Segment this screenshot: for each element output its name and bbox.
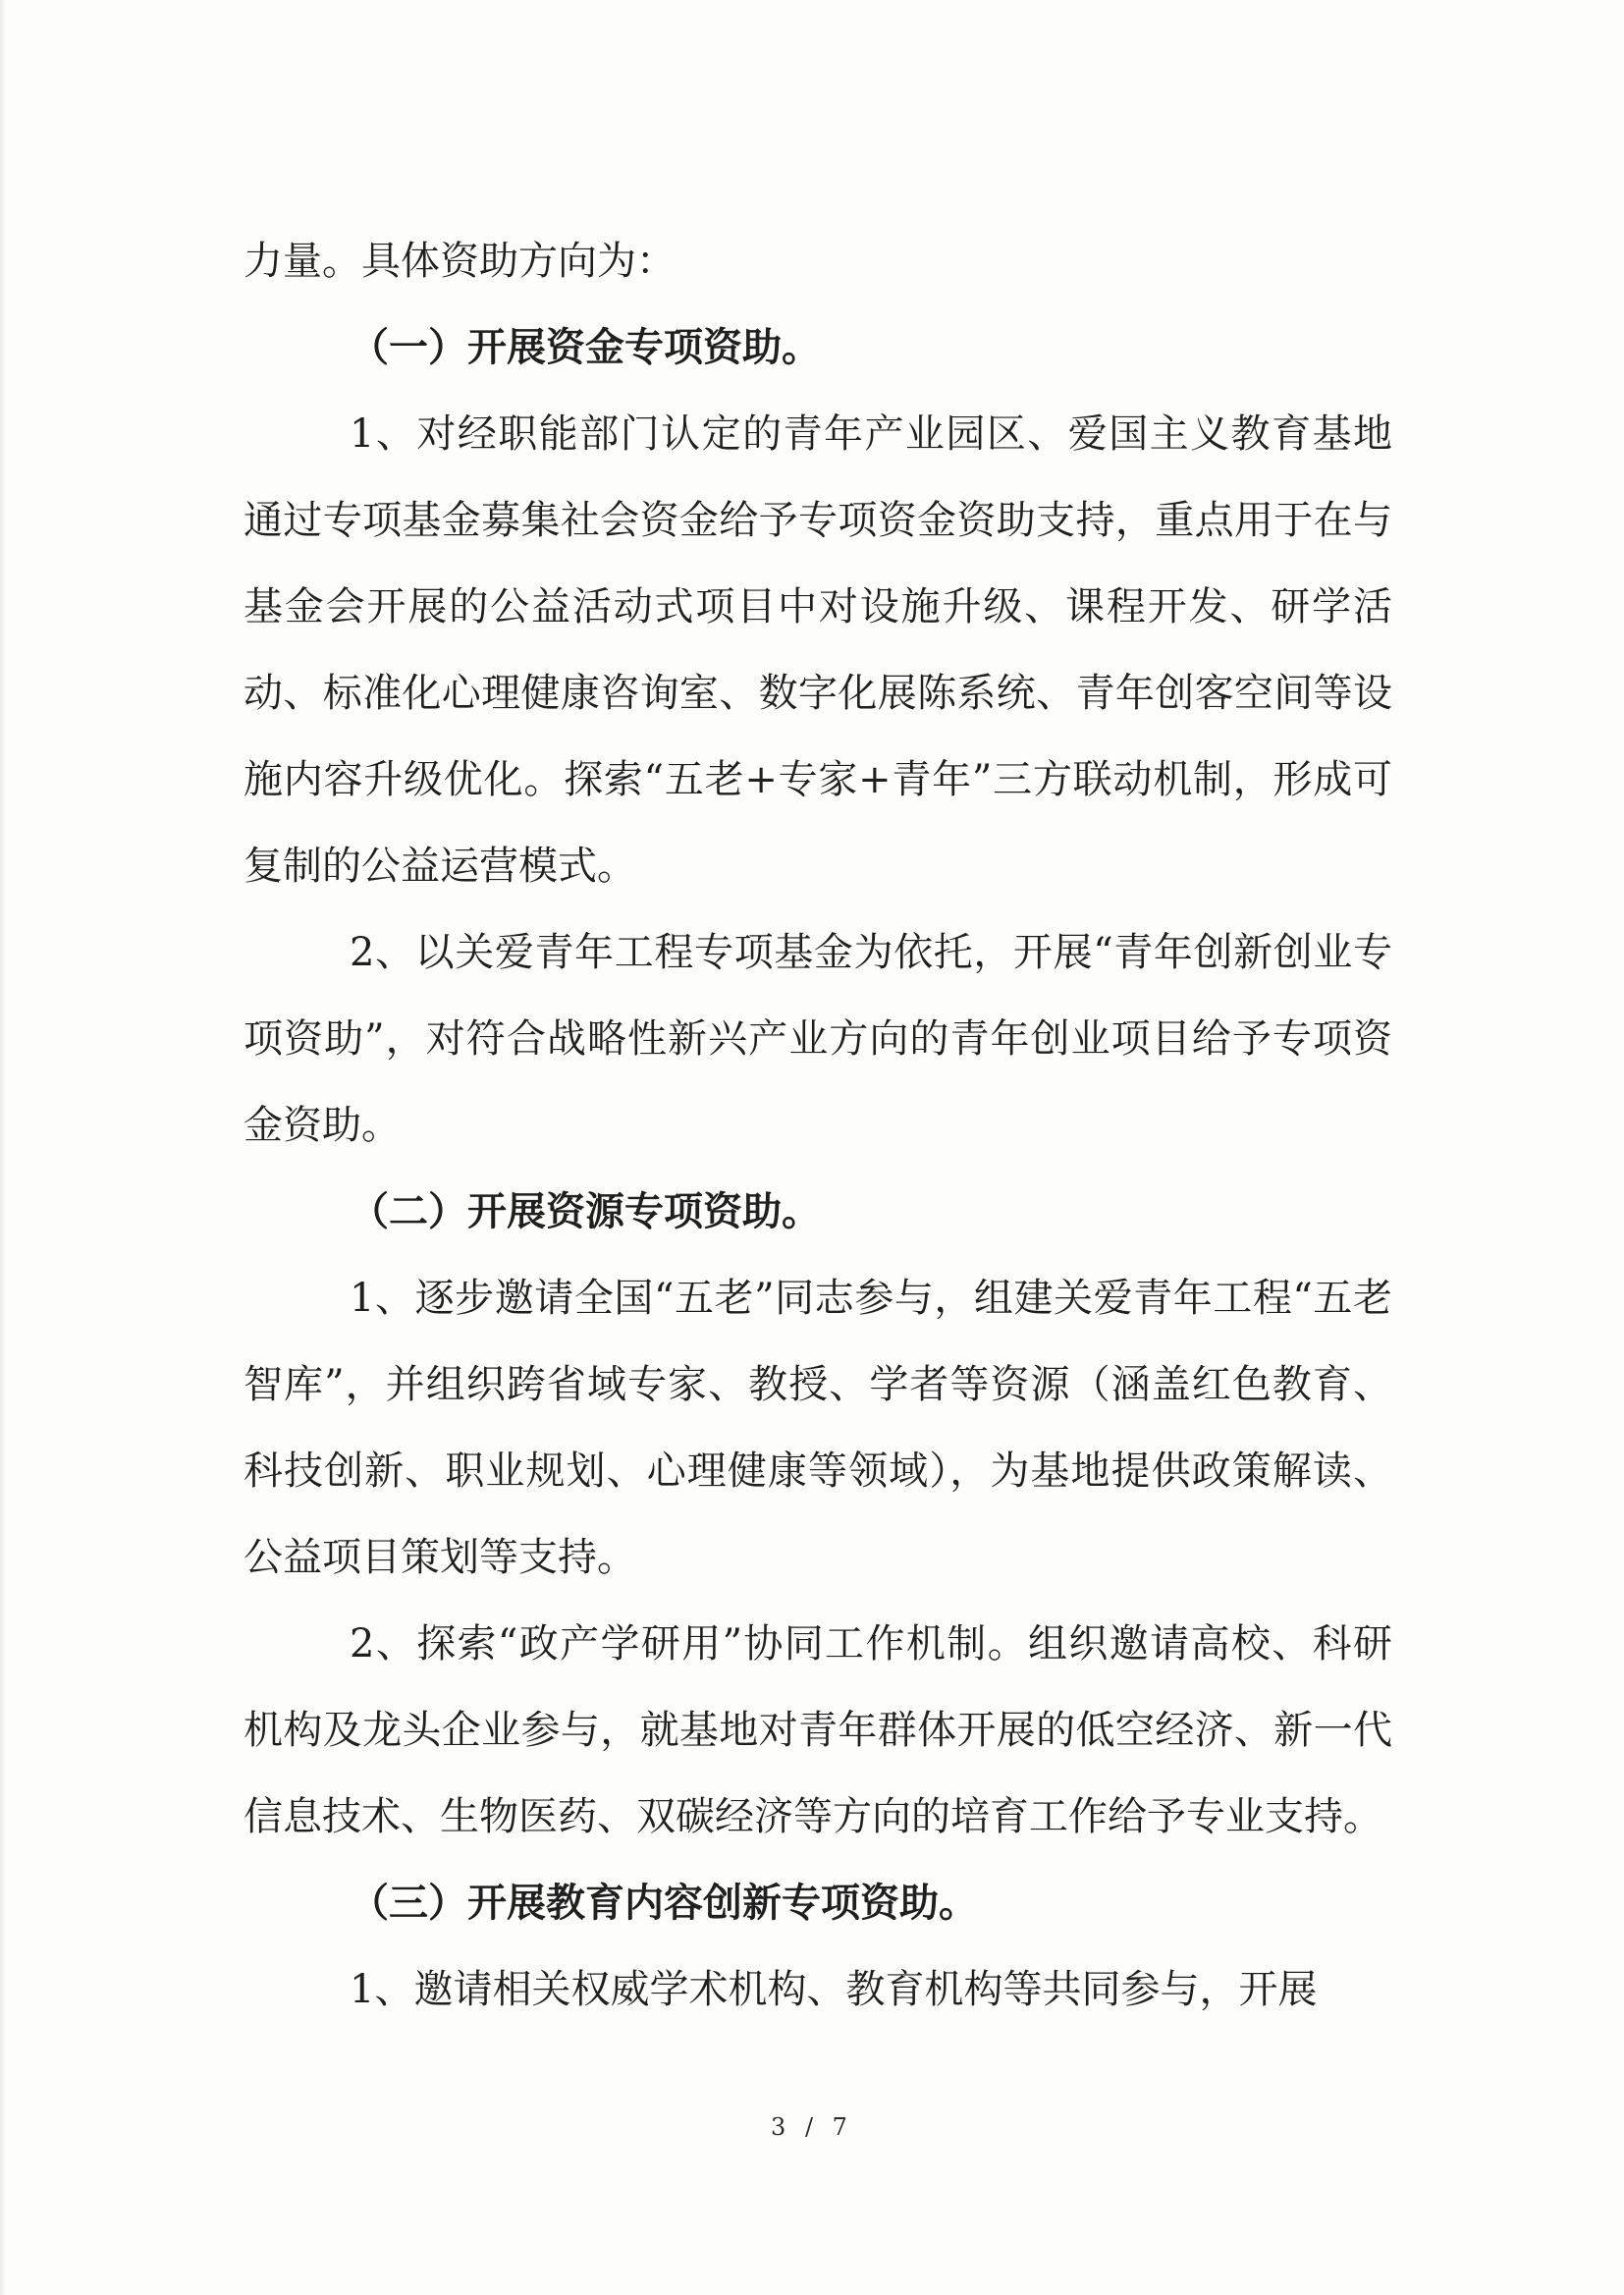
section-heading-2: （二）开展资源专项资助。 [350, 1188, 821, 1234]
page-number: 3 / 7 [771, 2113, 853, 2141]
document-body [244, 218, 1392, 2033]
section-heading-1: （一）开展资金专项资助。 [350, 324, 821, 370]
paragraph-2-1: 1、逐步邀请全国“五老”同志参与，组建关爱青年工程“五老智库”，并组织跨省域专家、教授、学者等资源（涵盖红色教育、科技创新、职业规划、心理健康等领域），为基地提供政策解读、公益项目策划等支持。 [244, 1276, 1392, 1580]
paragraph-1-1: 1、对经职能部门认定的青年产业园区、爱国主义教育基地通过专项基金募集社会资金给予专项资金资助支持，重点用于在与基金会开展的公益活动式项目中对设施升级、课程开发、研学活动、标准化心理健康咨询室、数字化展陈系统、青年创客空间等设施内容升级优化。探索“五老+专家+青年”三方联动机制，形成可复制的公益运营模式。 [244, 411, 1392, 889]
paragraph-3-1: 1、邀请相关权威学术机构、教育机构等共同参与，开展 [350, 1967, 1318, 2012]
section-heading-3: （三）开展教育内容创新专项资助。 [350, 1880, 978, 1926]
paragraph-continuation: 力量。具体资助方向为： [244, 239, 676, 284]
paragraph-2-2: 2、探索“政产学研用”协同工作机制。组织邀请高校、科研机构及龙头企业参与，就基地对青年群体开展的低空经济、新一代信息技术、生物医药、双碳经济等方向的培育工作给予专业支持。 [244, 1621, 1392, 1839]
scan-edge-shadow [0, 0, 6, 2295]
paragraph-1-2: 2、以关爱青年工程专项基金为依托，开展“青年创新创业专项资助”，对符合战略性新兴产业方向的青年创业项目给予专项资金资助。 [244, 930, 1392, 1148]
